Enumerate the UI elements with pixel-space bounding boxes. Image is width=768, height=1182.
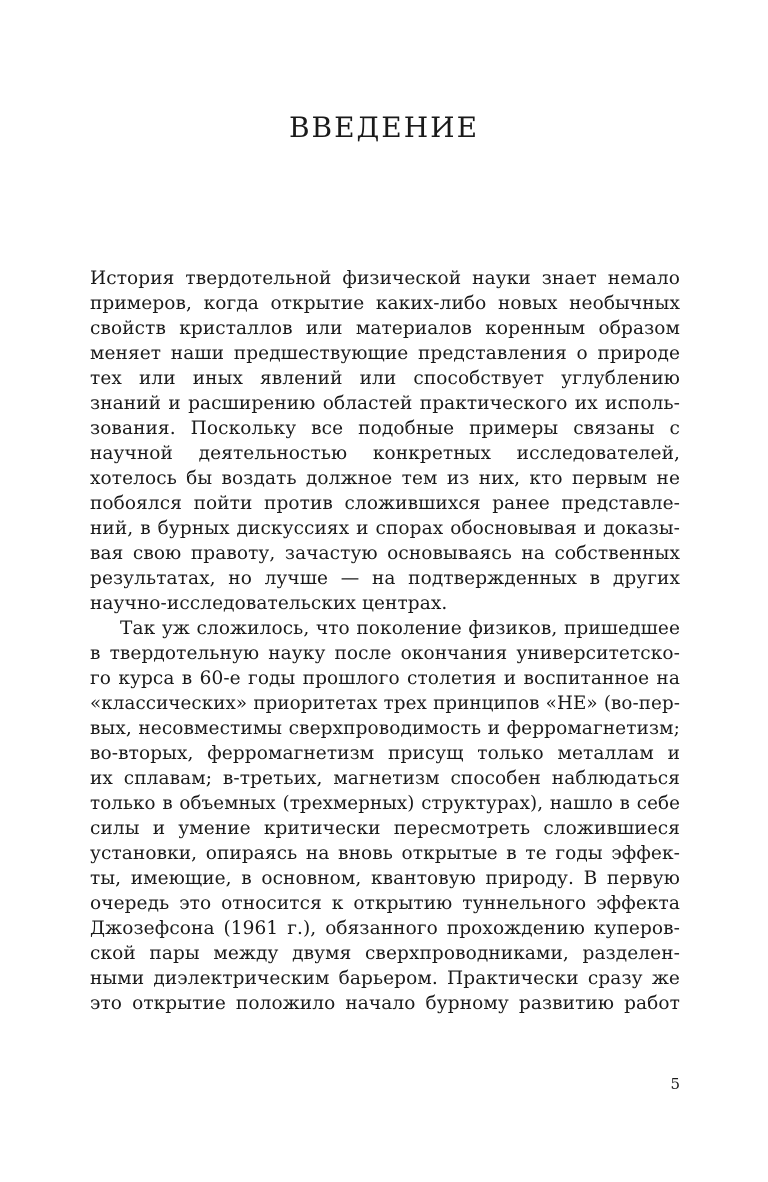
text-line: научной деятельностью конкретных исследователей,	[90, 443, 680, 464]
text-line: очередь это относится к открытию туннельного эффекта	[90, 893, 680, 914]
text-line: побоялся пойти против сложившихся ранее представле-	[90, 493, 680, 514]
text-line: силы и умение критически пересмотреть сложившиеся	[90, 818, 680, 839]
body-text	[90, 266, 680, 1016]
text-line: вых, несовместимы сверхпроводимость и ферромагнетизм;	[90, 718, 680, 739]
text-line: вая свою правоту, зачастую основываясь на собственных	[90, 543, 680, 564]
text-line: ными диэлектрическим барьером. Практически сразу же	[90, 968, 680, 989]
text-line: примеров, когда открытие каких-либо новых необычных	[90, 293, 680, 314]
paragraph-1	[90, 266, 680, 616]
text-line: Так уж сложилось, что поколение физиков, пришедшее	[120, 618, 680, 639]
text-line: только в объемных (трехмерных) структурах), нашло в себе	[90, 793, 680, 814]
page-title: ВВЕДЕНИЕ	[288, 111, 480, 144]
text-line: в твердотельную науку после окончания университетско-	[90, 643, 680, 664]
text-line: хотелось бы воздать должное тем из них, кто первым не	[90, 468, 680, 489]
text-line: меняет наши предшествующие представления о природе	[90, 343, 680, 364]
text-line: тех или иных явлений или способствует углублению	[90, 368, 680, 389]
text-line: это открытие положило начало бурному развитию работ	[90, 993, 680, 1014]
text-line: их сплавам; в-третьих, магнетизм способен наблюдаться	[90, 768, 680, 789]
text-line: ний, в бурных дискуссиях и спорах обосновывая и доказы-	[90, 518, 680, 539]
text-line: знаний и расширению областей практического их исполь-	[90, 393, 680, 414]
text-line: свойств кристаллов или материалов коренным образом	[90, 318, 680, 339]
text-line: научно-исследовательских центрах.	[90, 593, 448, 614]
text-line: го курса в 60-е годы прошлого столетия и воспитанное на	[90, 668, 680, 689]
text-line: ской пары между двумя сверхпроводниками, разделен-	[90, 943, 680, 964]
text-line: результатах, но лучше — на подтвержденных в других	[90, 568, 680, 589]
text-line: «классических» приоритетах трех принципов «НЕ» (во-пер-	[90, 693, 680, 714]
text-line: установки, опираясь на вновь открытые в те годы эффек-	[90, 843, 680, 864]
text-line: История твердотельной физической науки знает немало	[90, 268, 680, 289]
text-line: ты, имеющие, в основном, квантовую природу. В первую	[90, 868, 680, 889]
text-line: Джозефсона (1961 г.), обязанного прохождению куперов-	[90, 918, 680, 939]
page-number: 5	[670, 1075, 680, 1093]
paragraph-2	[90, 616, 680, 1016]
text-line: зования. Поскольку все подобные примеры связаны с	[90, 418, 680, 439]
text-line: во-вторых, ферромагнетизм присущ только металлам и	[90, 743, 680, 764]
